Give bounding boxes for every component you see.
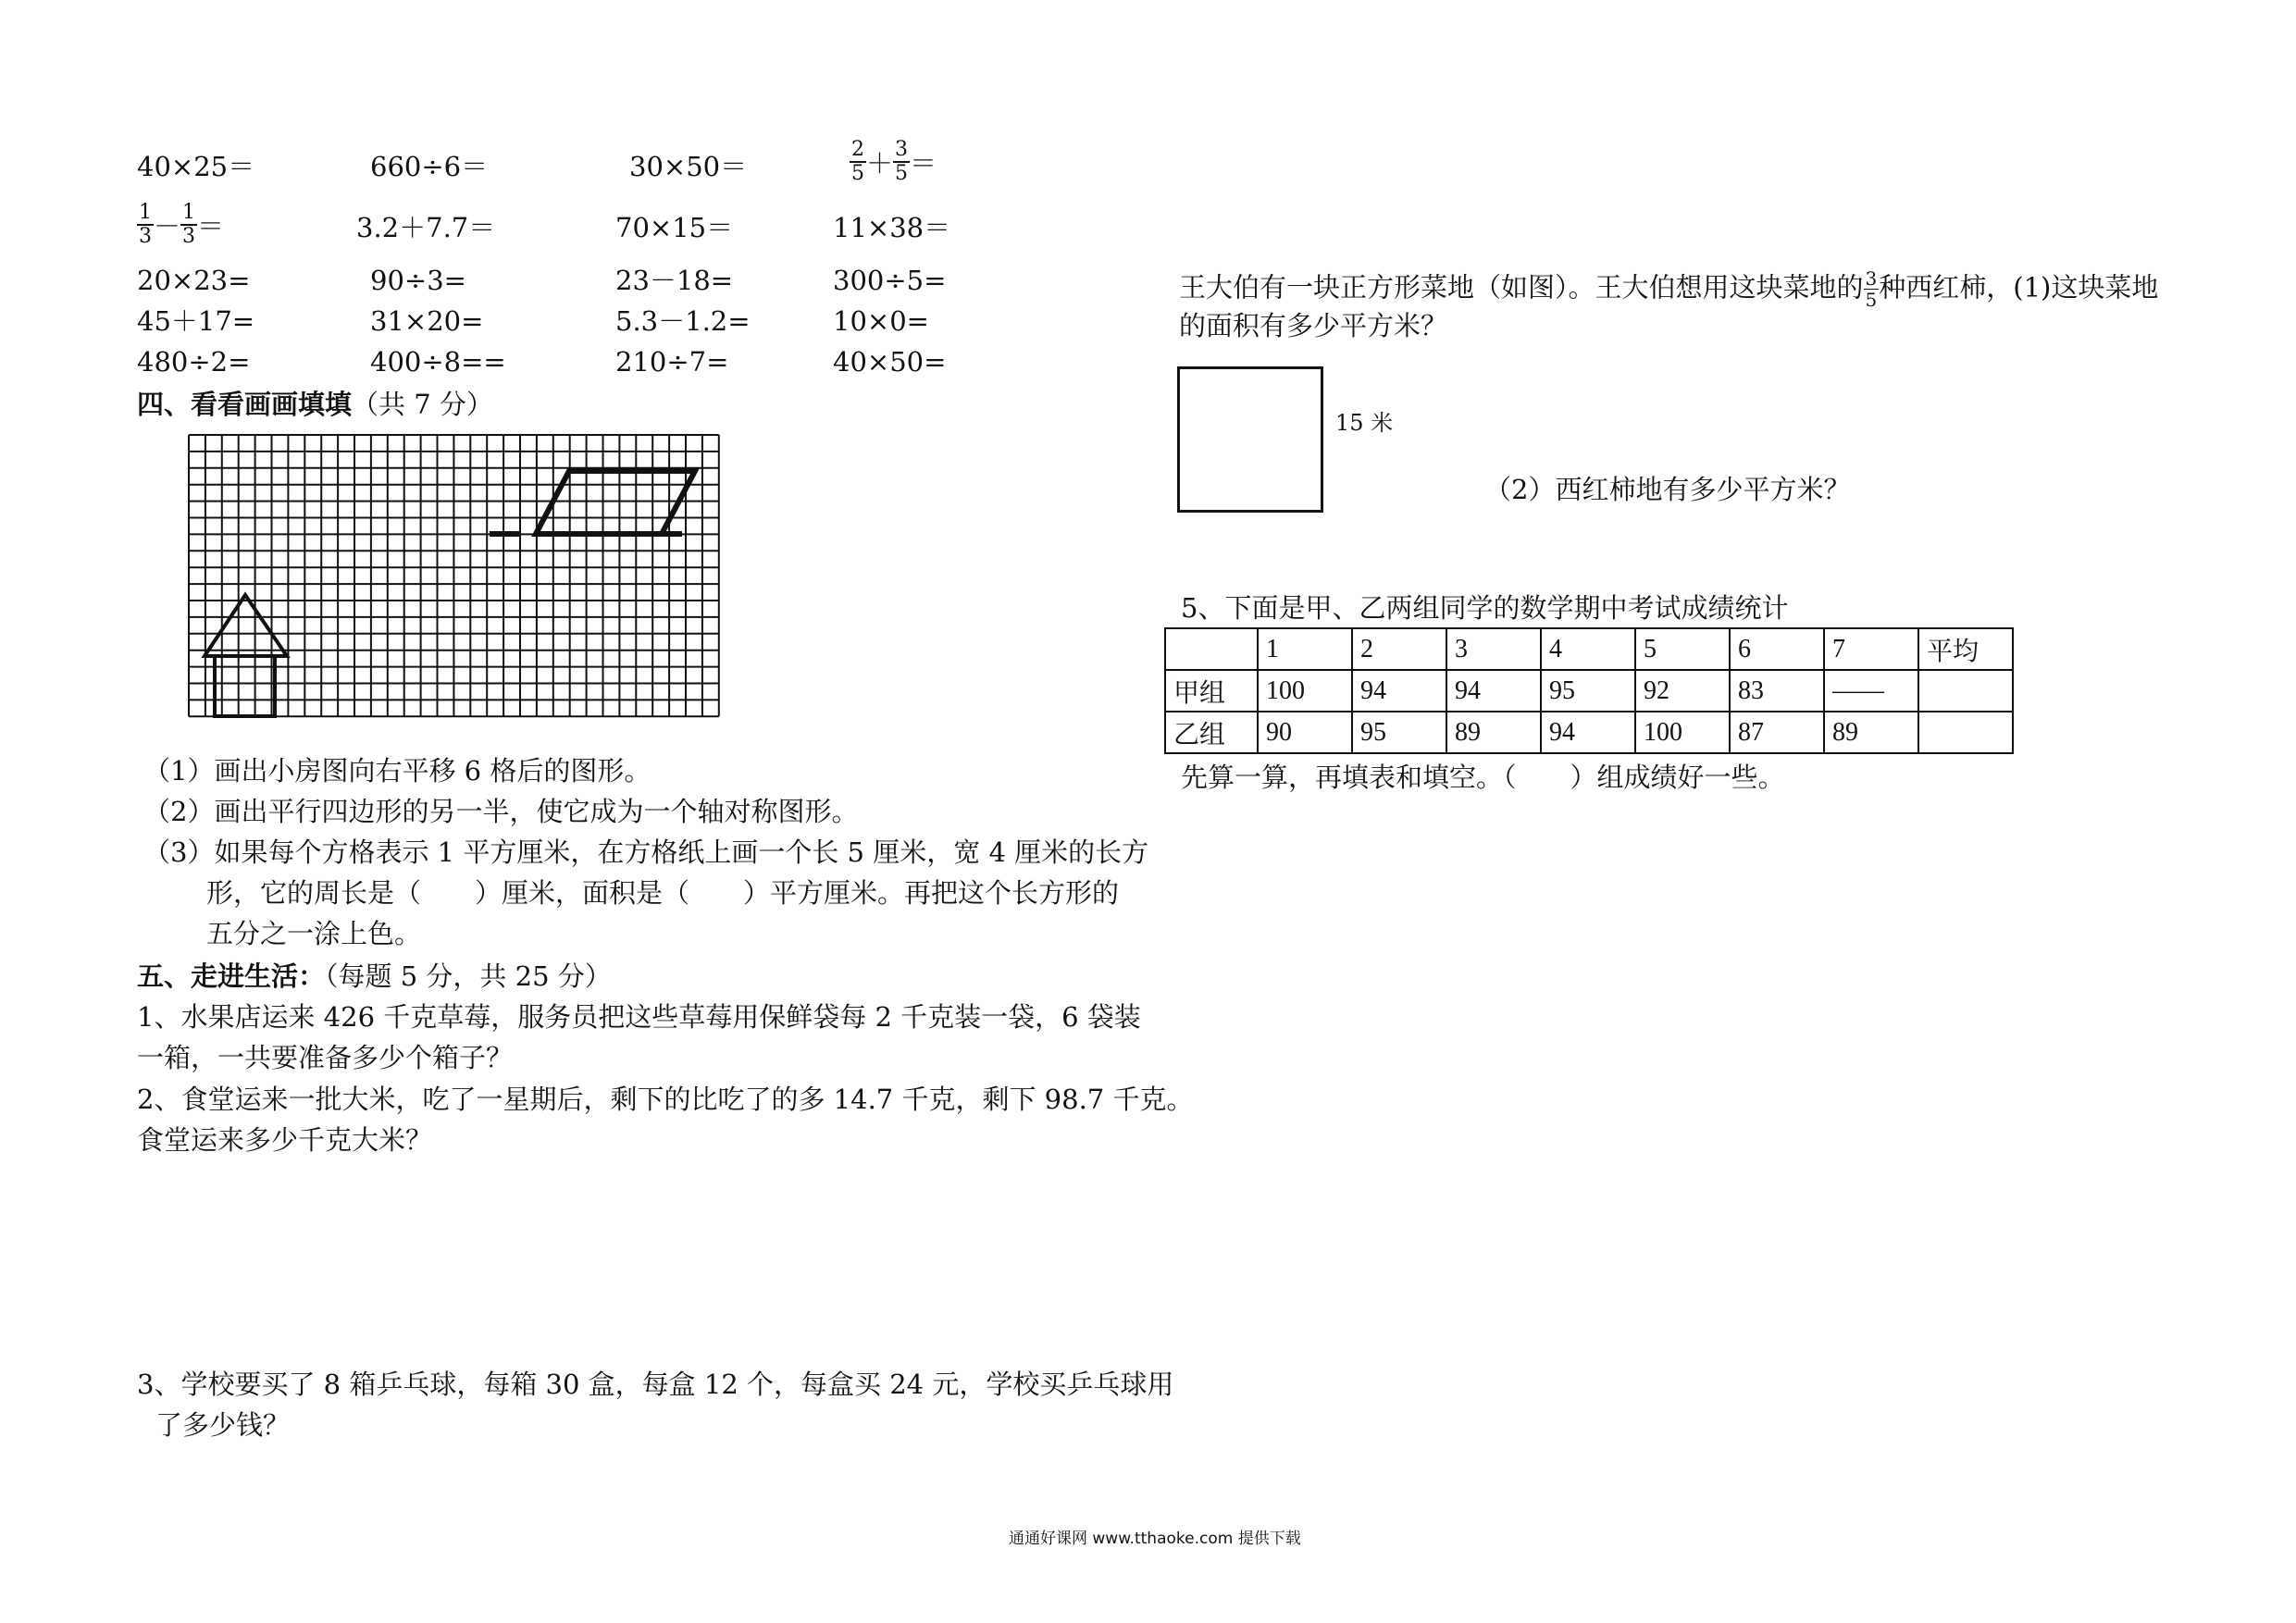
fraction-denominator: 3 (139, 225, 152, 248)
table-cell: 5 (1635, 628, 1730, 670)
house-roof (205, 595, 287, 656)
fraction-denominator: 3 (182, 225, 196, 248)
arith-2-4: 11×38＝ (833, 212, 951, 243)
problem-5-followup: 先算一算，再填表和填空。（ ）组成绩好一些。 (1181, 762, 1785, 793)
arith-2-2: 3.2＋7.7＝ (356, 212, 496, 243)
problem-4-fraction (1864, 268, 1880, 310)
arith-3-4: 300÷5= (833, 265, 947, 296)
arith-5-2: 400÷8== (370, 346, 506, 378)
operator: ＋ (866, 147, 894, 180)
table-cell: 7 (1824, 628, 1918, 670)
table-cell: 4 (1541, 628, 1635, 670)
arith-3-2: 90÷3= (370, 265, 466, 296)
table-cell: 100 (1258, 670, 1352, 712)
problem-3-line2: 了多少钱？ (155, 1409, 291, 1441)
problem-4-line2: 的面积有多少平方米？ (1179, 310, 1448, 341)
fraction-numerator: 1 (139, 201, 152, 224)
fraction-denominator: 5 (1865, 289, 1878, 311)
equals-sign: ＝ (197, 210, 225, 242)
section-5-heading (137, 960, 612, 993)
fraction-denominator: 5 (895, 162, 909, 185)
arith-3-3: 23－18= (615, 265, 734, 296)
arith-5-4: 40×50= (833, 346, 947, 378)
section-5-score: （每题 5 分，共 25 分） (325, 960, 612, 992)
page-footer: 通通好课网 www.tthaoke.com 提供下载 (1009, 1530, 1301, 1548)
table-cell: 乙组 (1165, 712, 1258, 753)
square-field-figure (1177, 366, 1323, 513)
section-4-title: 四、看看画画填填 (137, 389, 353, 420)
problem-3-line1: 3、学校要买了 8 箱乒乓球，每箱 30 盒，每盒 12 个，每盒买 24 元，学校买乒乓球用 (137, 1369, 1174, 1400)
problem-4-text-b: 种西红柿，(1)这块菜地 (1879, 271, 2159, 304)
table-cell: 89 (1824, 712, 1918, 753)
table-cell (1165, 628, 1258, 670)
arith-2-3: 70×15＝ (615, 212, 734, 243)
table-cell: —— (1824, 670, 1918, 712)
table-row (1165, 670, 2013, 712)
fraction-numerator: 3 (895, 138, 909, 161)
fraction-denominator: 5 (851, 162, 864, 185)
problem-5-title: 5、下面是甲、乙两组同学的数学期中考试成绩统计 (1181, 592, 1789, 624)
section-4-q3-line3: 五分之一涂上色。 (206, 918, 422, 949)
problem-4-line1 (1179, 268, 2158, 310)
table-cell: 100 (1635, 712, 1730, 753)
table-header-row (1165, 628, 2013, 670)
arith-1-2: 660÷6＝ (370, 151, 489, 182)
grid-lines (189, 435, 719, 716)
table-cell: 92 (1635, 670, 1730, 712)
section-4-q3-line2: 形，它的周长是（ ）厘米，面积是（ ）平方厘米。再把这个长方形的 (206, 877, 1120, 909)
problem-2-line1: 2、食堂运来一批大米，吃了一星期后，剩下的比吃了的多 14.7 千克，剩下 98.7 千克。 (137, 1084, 1194, 1115)
table-cell: 平均 (1918, 628, 2013, 670)
problem-1-line1: 1、水果店运来 426 千克草莓，服务员把这些草莓用保鲜袋每 2 千克装一袋，6 袋装 (137, 1001, 1141, 1033)
arith-3-1: 20×23= (137, 265, 251, 296)
section-4-q1: （1）画出小房图向右平移 6 格后的图形。 (143, 755, 652, 787)
table-row (1165, 712, 2013, 753)
table-cell: 94 (1446, 670, 1541, 712)
arith-4-2: 31×20= (370, 305, 484, 337)
arith-5-3: 210÷7= (615, 346, 729, 378)
problem-1-line2: 一箱，一共要准备多少个箱子？ (137, 1042, 514, 1073)
problem-2-line2: 食堂运来多少千克大米？ (137, 1124, 433, 1156)
table-cell: 2 (1352, 628, 1446, 670)
arith-1-4-fraction-expr (850, 139, 937, 185)
arith-4-3: 5.3－1.2= (615, 305, 751, 337)
arith-5-1: 480÷2= (137, 346, 251, 378)
table-cell-average (1918, 670, 2013, 712)
table-cell: 83 (1730, 670, 1824, 712)
table-cell: 1 (1258, 628, 1352, 670)
square-side-label: 15 米 (1335, 410, 1394, 436)
table-cell: 95 (1541, 670, 1635, 712)
arith-4-1: 45＋17= (137, 305, 255, 337)
table-cell: 甲组 (1165, 670, 1258, 712)
score-table (1164, 627, 2014, 754)
fraction-numerator: 1 (182, 201, 196, 224)
arith-2-1-fraction-expr (137, 202, 224, 248)
parallelogram-half (536, 471, 695, 534)
operator: － (154, 210, 181, 242)
table-cell-average (1918, 712, 2013, 753)
table-cell: 6 (1730, 628, 1824, 670)
house-body (215, 656, 275, 716)
fraction-numerator: 2 (851, 138, 864, 161)
arith-1-1: 40×25＝ (137, 151, 255, 182)
table-cell: 87 (1730, 712, 1824, 753)
table-cell: 90 (1258, 712, 1352, 753)
problem-4-text-a: 王大伯有一块正方形菜地（如图）。王大伯想用这块菜地的 (1179, 271, 1864, 304)
fraction-numerator: 3 (1865, 267, 1878, 290)
grid-paper-figure (181, 427, 737, 742)
table-cell: 94 (1352, 670, 1446, 712)
section-4-q2: （2）画出平行四边形的另一半，使它成为一个轴对称图形。 (143, 796, 859, 827)
section-4-heading (137, 388, 493, 421)
section-4-score: （共 7 分） (352, 389, 493, 420)
section-4-q3-line1: （3）如果每个方格表示 1 平方厘米，在方格纸上画一个长 5 厘米，宽 4 厘米的长方 (143, 836, 1149, 868)
section-5-title: 五、走进生活： (137, 960, 326, 992)
table-cell: 95 (1352, 712, 1446, 753)
table-cell: 3 (1446, 628, 1541, 670)
equals-sign: ＝ (910, 147, 937, 180)
arith-1-3: 30×50＝ (629, 151, 748, 182)
table-cell: 94 (1541, 712, 1635, 753)
table-cell: 89 (1446, 712, 1541, 753)
problem-4-q2: （2）西红柿地有多少平方米？ (1484, 474, 1851, 505)
arith-4-4: 10×0= (833, 305, 929, 337)
